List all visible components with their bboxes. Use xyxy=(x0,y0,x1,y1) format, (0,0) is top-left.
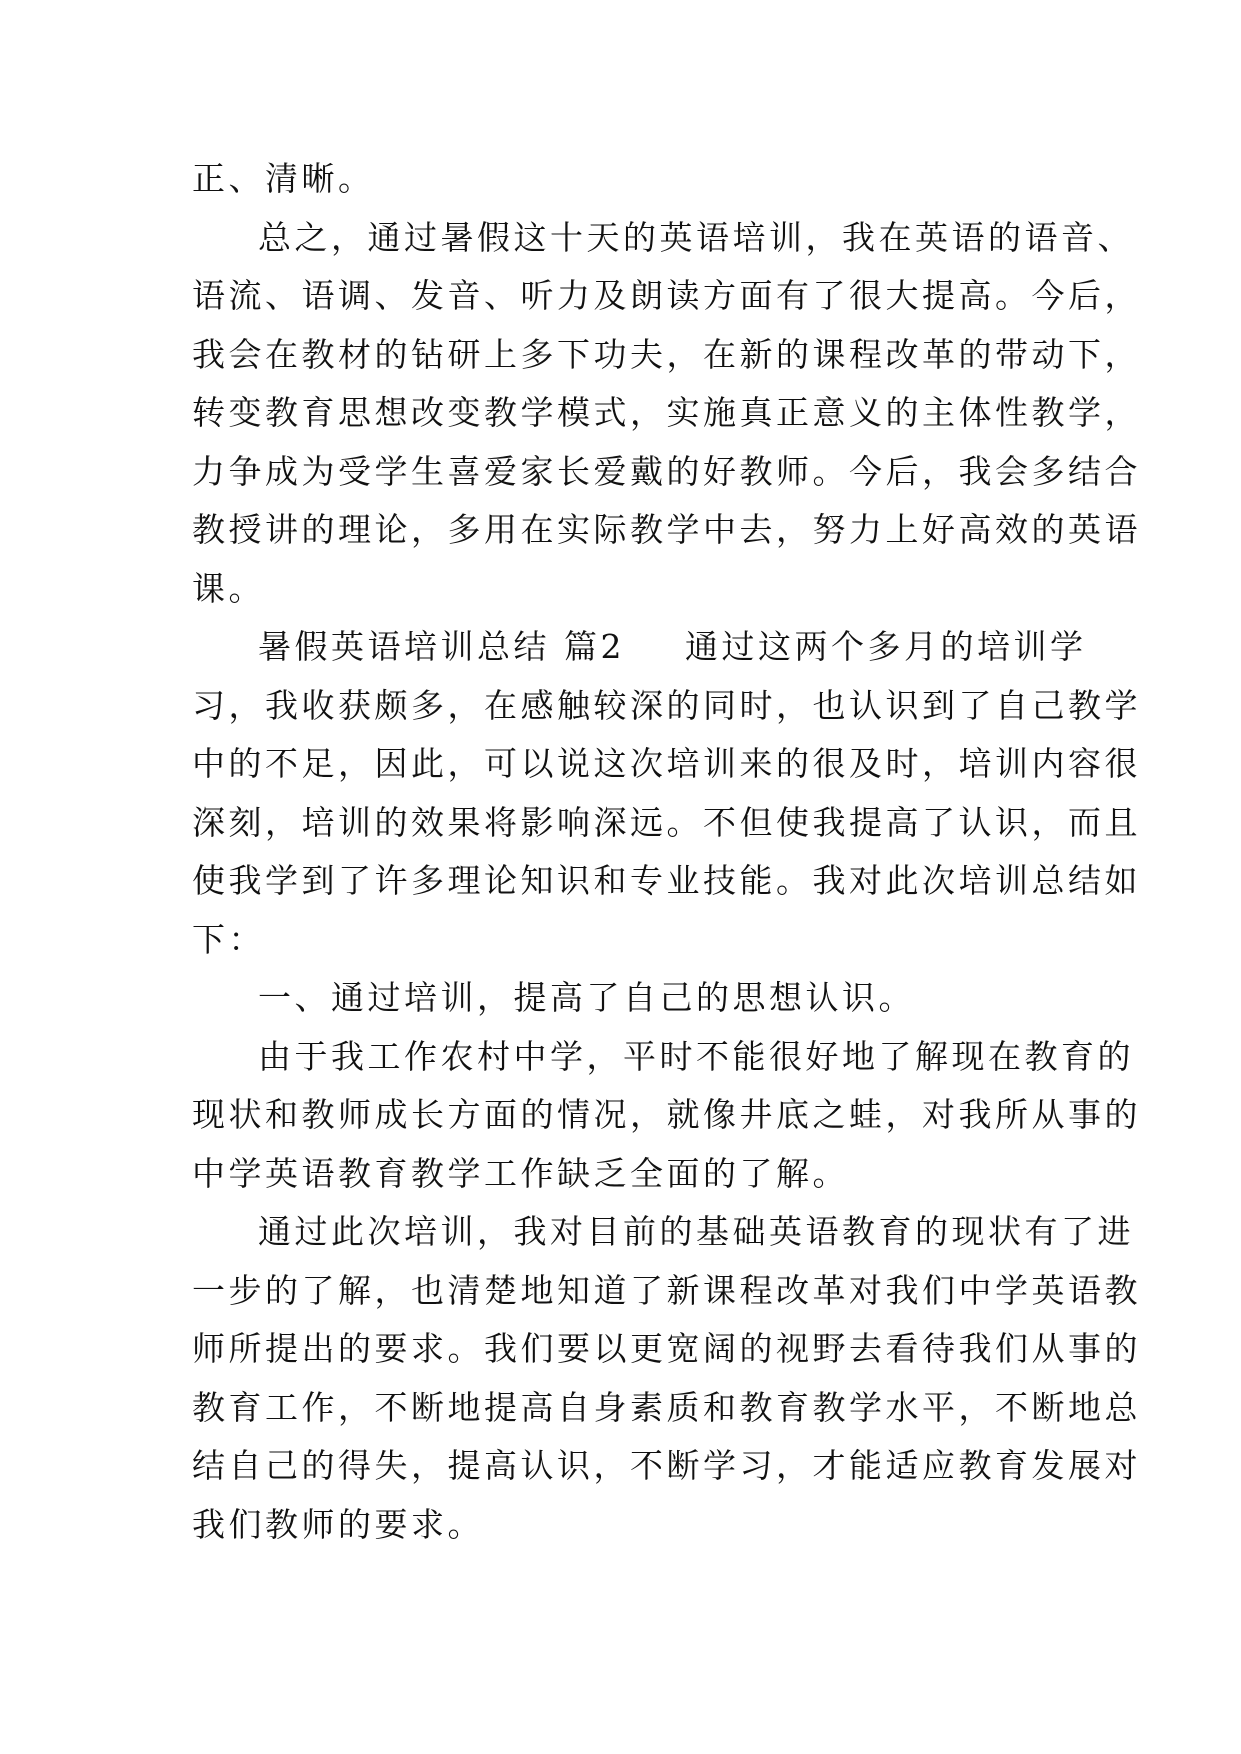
text-line: 总之，通过暑假这十天的英语培训，我在英语的语音、 xyxy=(258,217,1134,257)
text-line: 习，我收获颇多，在感触较深的同时，也认识到了自己教学 xyxy=(192,685,1141,725)
text-line: 课。 xyxy=(192,568,265,608)
text-line: 由于我工作农村中学，平时不能很好地了解现在教育的 xyxy=(258,1036,1134,1076)
section-heading: 暑假英语培训总结 篇2 xyxy=(258,627,625,666)
text-line: 使我学到了许多理论知识和专业技能。我对此次培训总结如 xyxy=(192,861,1141,900)
text-line: 转变教育思想改变教学模式，实施真正意义的主体性教学， xyxy=(192,393,1141,432)
text-line: 教育工作，不断地提高自身素质和教育教学水平，不断地总 xyxy=(192,1387,1141,1427)
text-line: 我们教师的要求。 xyxy=(192,1504,484,1544)
text-line: 现状和教师成长方面的情况，就像井底之蛙，对我所从事的 xyxy=(192,1095,1141,1134)
text-line: 结自己的得失，提高认识，不断学习，才能适应教育发展对 xyxy=(192,1446,1141,1485)
text-line: 下： xyxy=(192,919,265,959)
text-line: 师所提出的要求。我们要以更宽阔的视野去看待我们从事的 xyxy=(192,1329,1141,1368)
text-line: 通过这两个多月的培训学 xyxy=(685,627,1087,666)
section-heading-line xyxy=(192,618,1087,677)
text-line: 教授讲的理论，多用在实际教学中去，努力上好高效的英语 xyxy=(192,510,1141,549)
text-line: 语流、语调、发音、听力及朗读方面有了很大提高。今后， xyxy=(192,276,1141,315)
text-line: 中的不足，因此，可以说这次培训来的很及时，培训内容很 xyxy=(192,744,1141,783)
document-body xyxy=(192,150,1141,1554)
text-line: 一步的了解，也清楚地知道了新课程改革对我们中学英语教 xyxy=(192,1270,1141,1310)
text-line: 通过此次培训，我对目前的基础英语教育的现状有了进 xyxy=(258,1212,1134,1251)
text-line: 深刻，培训的效果将影响深远。不但使我提高了认识，而且 xyxy=(192,802,1141,842)
text-line: 力争成为受学生喜爱家长爱戴的好教师。今后，我会多结合 xyxy=(192,451,1141,491)
subheading-line: 一、通过培训，提高了自己的思想认识。 xyxy=(258,978,915,1017)
text-line: 中学英语教育教学工作缺乏全面的了解。 xyxy=(192,1153,849,1193)
text-line: 我会在教材的钻研上多下功夫，在新的课程改革的带动下， xyxy=(192,334,1141,374)
text-line: 正、清晰。 xyxy=(192,159,375,198)
